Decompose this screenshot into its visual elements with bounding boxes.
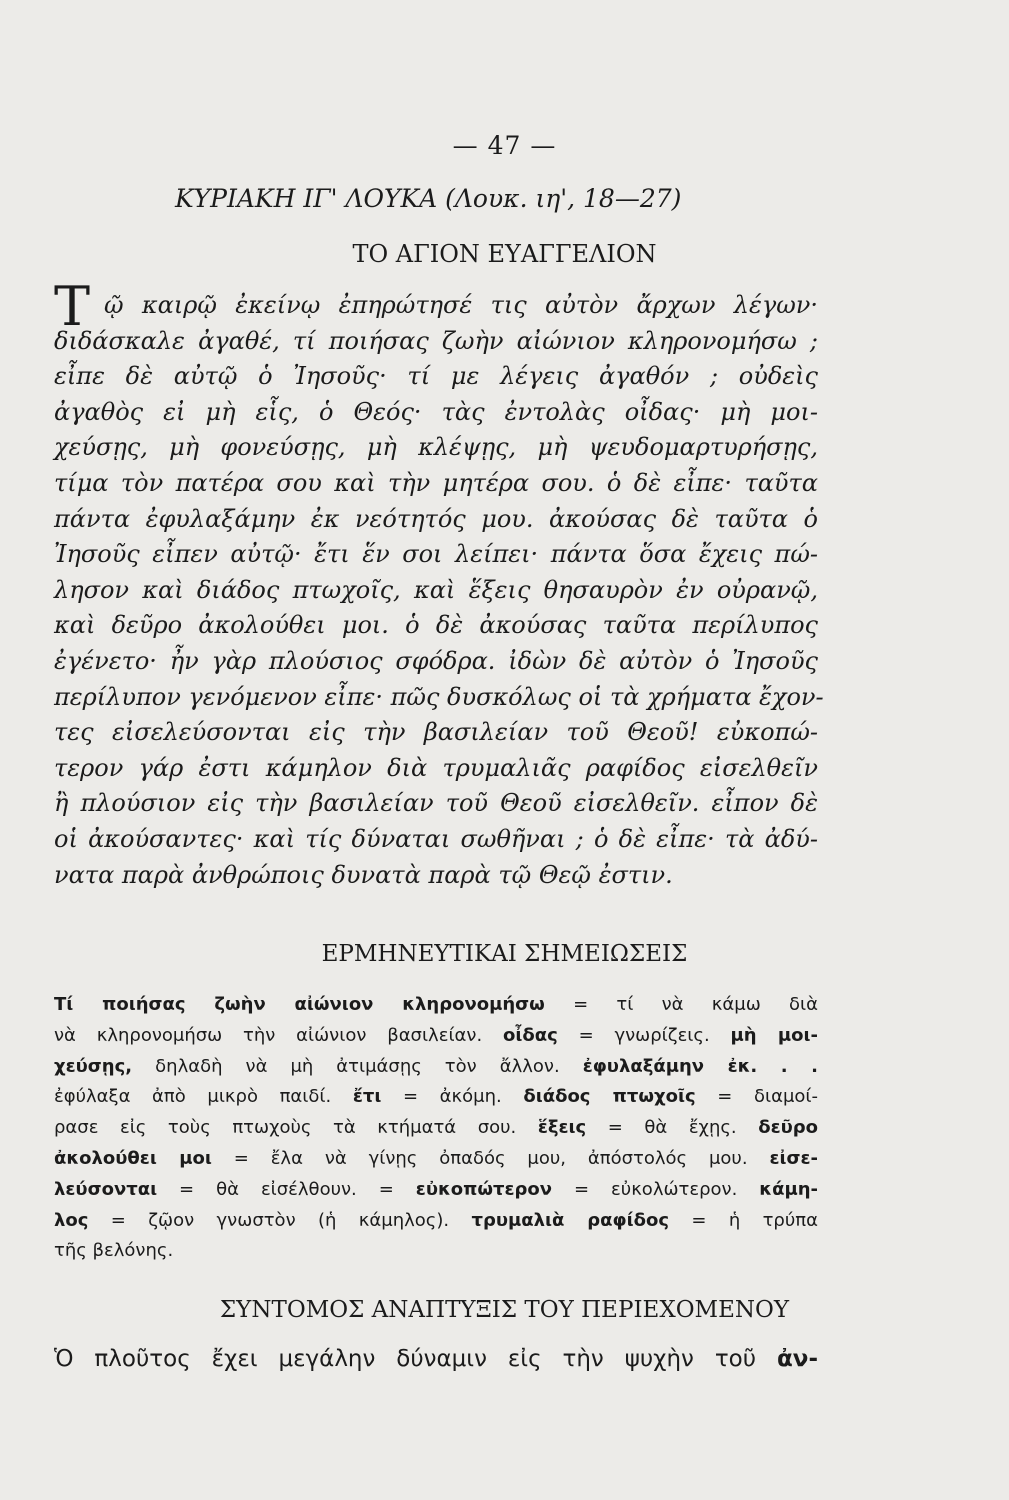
note-term: Τί ποιήσας ζωὴν αἰώνιον κληρονομήσω bbox=[54, 994, 545, 1015]
gospel-title: ΤΟ ΑΓΙΟΝ ΕΥΑΓΓΕΛΙΟΝ bbox=[352, 240, 657, 268]
gospel-line: εἶπε δὲ αὐτῷ ὁ Ἰησοῦς· τί με λέγεις ἀγαθόν ; οὐδεὶς bbox=[54, 362, 818, 391]
notes-title: ΕΡΜΗΝΕΥΤΙΚΑΙ ΣΗΜΕΙΩΣΕΙΣ bbox=[321, 941, 688, 967]
note-gloss: = ἀκόμη. bbox=[381, 1086, 524, 1108]
page-number: — 47 — bbox=[452, 131, 557, 160]
gospel-line: περίλυπον γενόμενον εἶπε· πῶς δυσκόλως οἱ τὰ χρήματα ἔχον- bbox=[54, 682, 824, 711]
note-line bbox=[54, 1052, 818, 1083]
note-line bbox=[54, 1175, 818, 1206]
note-term: εὐκοπώτερον bbox=[415, 1178, 553, 1200]
note-gloss: = ἡ τρύπα bbox=[669, 1209, 818, 1231]
note-gloss: ρασε εἰς τοὺς πτωχοὺς τὰ κτήματά σου. bbox=[54, 1117, 538, 1139]
note-gloss: νὰ κληρονομήσω τὴν αἰώνιον βασιλείαν. bbox=[54, 1024, 503, 1046]
note-gloss: = εὐκολώτερον. bbox=[552, 1178, 760, 1200]
gospel-line: οἱ ἀκούσαντες· καὶ τίς δύναται σωθῆναι ; ὁ δὲ εἶπε· τὰ ἀδύ- bbox=[54, 824, 818, 853]
note-term: οἶδας bbox=[502, 1024, 558, 1046]
note-gloss: = ζῷον γνωστὸν (ἡ κάμηλος). bbox=[88, 1209, 472, 1231]
note-gloss: = ἔλα νὰ γίνῃς ὀπαδός μου, ἀπόστολός μου. bbox=[211, 1147, 770, 1169]
summary-title: ΣΥΝΤΟΜΟΣ ΑΝΑΠΤΥΞΙΣ ΤΟΥ ΠΕΡΙΕΧΟΜΕΝΟΥ bbox=[219, 1297, 790, 1323]
note-gloss: = θὰ ἔχῃς. bbox=[586, 1117, 759, 1139]
note-term: ἔτι bbox=[352, 1086, 382, 1108]
note-term: κάμη- bbox=[759, 1178, 818, 1200]
note-line bbox=[54, 1144, 818, 1175]
gospel-line: τες εἰσελεύσονται εἰς τὴν βασιλείαν τοῦ Θεοῦ! εὐκοπώ- bbox=[54, 718, 818, 747]
note-term: τρυμαλιὰ ραφίδος bbox=[471, 1209, 670, 1231]
gospel-line: διδάσκαλε ἀγαθέ, τί ποιήσας ζωὴν αἰώνιον κληρονομήσω ; bbox=[54, 326, 818, 355]
gospel-line: λησον καὶ διάδος πτωχοῖς, καὶ ἕξεις θησαυρὸν ἐν οὐρανῷ, bbox=[54, 575, 818, 604]
gospel-line: καὶ δεῦρο ἀκολούθει μοι. ὁ δὲ ἀκούσας ταῦτα περίλυπος bbox=[54, 611, 818, 640]
summary-segment: ἀν- bbox=[776, 1346, 818, 1372]
note-line bbox=[54, 990, 818, 1021]
drop-cap: Τ bbox=[54, 275, 91, 338]
note-term: λος bbox=[54, 1209, 89, 1231]
gospel-line: Ἰησοῦς εἶπεν αὐτῷ· ἔτι ἕν σοι λείπει· πάντα ὅσα ἔχεις πώ- bbox=[54, 540, 818, 569]
gospel-line: ἐγένετο· ἦν γὰρ πλούσιος σφόδρα. ἰδὼν δὲ αὐτὸν ὁ Ἰησοῦς bbox=[54, 646, 818, 675]
note-line bbox=[54, 1021, 818, 1052]
summary-text bbox=[54, 1346, 818, 1372]
gospel-line: νατα παρὰ ἀνθρώποις δυνατὰ παρὰ τῷ Θεῷ ἐστιν. bbox=[54, 860, 673, 889]
sunday-heading: ΚΥΡΙΑΚΗ ΙΓ' ΛΟΥΚΑ (Λουκ. ιη', 18—27) bbox=[175, 184, 682, 213]
note-gloss: ἐφύλαξα ἀπὸ μικρὸ παιδί. bbox=[54, 1086, 353, 1108]
explanatory-notes bbox=[54, 990, 818, 1267]
note-term: ἕξεις bbox=[537, 1117, 587, 1139]
note-gloss: = γνωρίζεις. bbox=[557, 1024, 731, 1046]
note-term: ἐφυλαξάμην ἐκ. . . bbox=[582, 1055, 818, 1077]
note-gloss: δηλαδὴ νὰ μὴ ἀτιμάσῃς τὸν ἄλλον. bbox=[132, 1055, 583, 1077]
note-line bbox=[54, 1236, 818, 1267]
note-term: μὴ μοι- bbox=[730, 1024, 818, 1046]
note-gloss: = θὰ εἰσέλθουν. = bbox=[157, 1178, 416, 1200]
gospel-line: τερον γάρ ἐστι κάμηλον διὰ τρυμαλιᾶς ραφίδος εἰσελθεῖν bbox=[54, 753, 818, 782]
note-gloss: τῆς βελόνης. bbox=[54, 1240, 174, 1262]
note-line bbox=[54, 1082, 818, 1113]
note-term: εἰσε- bbox=[769, 1147, 818, 1169]
note-term: λεύσονται bbox=[54, 1178, 158, 1200]
note-gloss: = τί νὰ κάμω διὰ bbox=[544, 994, 818, 1015]
note-line bbox=[54, 1206, 818, 1237]
note-term: ἀκολούθει μοι bbox=[54, 1147, 212, 1169]
gospel-line: ἢ πλούσιον εἰς τὴν βασιλείαν τοῦ Θεοῦ εἰσελθεῖν. εἶπον δὲ bbox=[54, 789, 818, 818]
gospel-text bbox=[54, 275, 824, 893]
gospel-line: χεύσῃς, μὴ φονεύσῃς, μὴ κλέψῃς, μὴ ψευδομαρτυρήσῃς, bbox=[54, 433, 818, 462]
note-line bbox=[54, 1113, 818, 1144]
gospel-line: πάντα ἐφυλαξάμην ἐκ νεότητός μου. ἀκούσας δὲ ταῦτα ὁ bbox=[54, 504, 818, 533]
gospel-line: ῷ καιρῷ ἐκείνῳ ἐπηρώτησέ τις αὐτὸν ἄρχων λέγων· bbox=[104, 291, 818, 319]
gospel-line: τίμα τὸν πατέρα σου καὶ τὴν μητέρα σου. ὁ δὲ εἶπε· ταῦτα bbox=[54, 468, 818, 497]
note-gloss: = διαμοί- bbox=[695, 1086, 818, 1108]
gospel-line: ἀγαθὸς εἰ μὴ εἷς, ὁ Θεός· τὰς ἐντολὰς οἶδας· μὴ μοι- bbox=[54, 397, 818, 426]
note-term: διάδος πτωχοῖς bbox=[523, 1086, 696, 1108]
note-term: χεύσῃς, bbox=[54, 1055, 133, 1077]
note-term: δεῦρο bbox=[758, 1117, 818, 1139]
summary-segment: Ὁ πλοῦτος ἔχει μεγάλην δύναμιν εἰς τὴν ψυχὴν τοῦ bbox=[54, 1346, 777, 1372]
